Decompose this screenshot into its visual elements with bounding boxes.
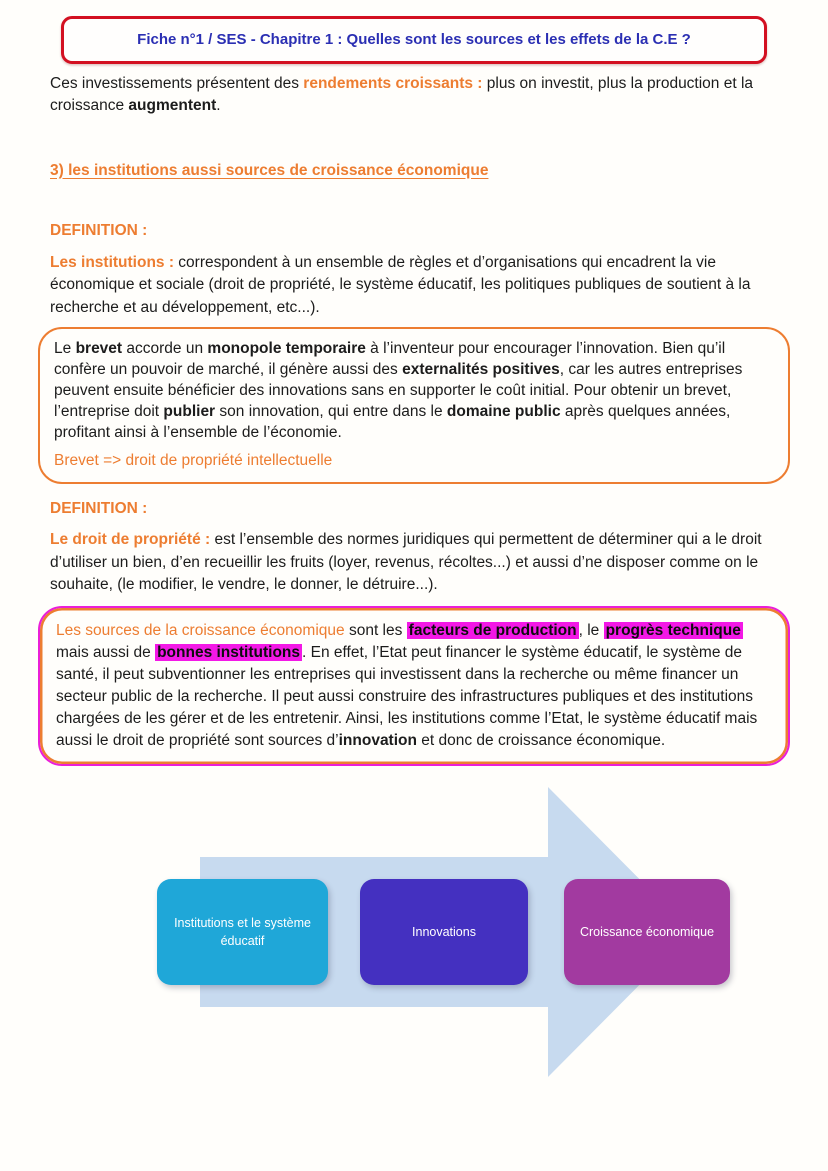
bold-term-innovation: innovation [338,732,417,750]
highlighted-facteurs-production: facteurs de production [408,622,577,640]
text-segment: après quelques années, profitant ainsi à l’ensemble de l’économie. [54,402,731,441]
text-segment: est l’ensemble des normes juridiques qui permettent de déterminer qui a le droit d’utiliser un bien, d’en recueillir les fruits (loyer, revenus, récoltes...) et aussi d’ne disposer comme on le souhaite, (le modifier, le vendre, le donner, le détruire...). [50,531,762,593]
sources-lead-text: Les sources de la croissance économique [56,622,345,640]
definition-label-1: DEFINITION : [50,222,148,240]
bold-term-externalites: externalités positives [402,360,560,378]
text-segment: . [216,97,221,115]
text-segment: Le [54,340,76,358]
text-segment: Ces investissements présentent des [50,74,304,92]
definition-term-droit-propriete: Le droit de propriété : [50,531,211,549]
diagram-step-innovations [360,879,528,985]
intro-paragraph [50,73,766,118]
flow-diagram [0,782,828,1082]
brevet-note: Brevet => droit de propriété intellectuelle [54,451,333,469]
diagram-step-label: Innovations [412,925,476,940]
brevet-paragraph [54,339,764,444]
page-title: Fiche n°1 / SES - Chapitre 1 : Quelles sont les sources et les effets de la C.E ? [137,31,691,48]
text-segment: accorde un [122,340,208,358]
diagram-step-institutions [157,879,328,985]
sources-box [38,606,790,766]
page-title-box [61,16,767,64]
text-segment: correspondent à un ensemble de règles et d’organisations qui encadrent la vie économique et sociale (droit de propriété, le système éducatif, les politiques publiques de soutient à la recherche et au développement, etc...). [50,253,751,316]
page-content [0,73,828,767]
definition-institutions-paragraph [50,252,766,319]
text-segment: sont les [344,622,407,640]
highlighted-bonnes-institutions: bonnes institutions [157,644,301,662]
definition-droit-propriete-paragraph [50,529,766,596]
bold-term-monopole: monopole temporaire [207,340,366,358]
diagram-step-label: Croissance économique [579,925,715,940]
bold-term-augmentent: augmentent [128,97,217,115]
text-segment: plus on investit, plus la production et la croissance [50,74,754,115]
text-segment: , car les autres entreprises peuvent ensuite bénéficier des innovations sans en supporter le coût initial. Pour obtenir un brevet, l’entreprise doit [54,360,743,420]
text-segment: , le [578,622,604,640]
diagram-step-croissance [564,879,730,985]
text-segment: à l’inventeur pour encourager l’innovation. Bien qu’il confère un pouvoir de marché, il génère aussi des [54,340,726,378]
text-segment: et donc de croissance économique. [416,732,666,750]
bold-term-publier: publier [163,402,216,420]
bold-term-domaine-public: domaine public [446,402,561,420]
highlighted-progres-technique: progrès technique [605,622,741,640]
section-heading-institutions: 3) les institutions aussi sources de croissance économique [50,161,489,179]
text-segment: mais aussi de [56,644,156,662]
text-segment: son innovation, qui entre dans le [215,402,447,420]
highlight-term-rendements: rendements croissants : [303,74,483,92]
brevet-box [38,327,790,484]
definition-term-institutions: Les institutions : [50,253,174,271]
text-segment: . En effet, l’Etat peut financer le système éducatif, le système de santé, il peut subventionner les entreprises qui investissent dans la recherche ou même financer un secteur public de la recherche. Il peut aussi construire des infrastructures publiques et des institutions chargées de les gérer et de les entretenir. Ainsi, les institutions comme l’Etat, le système éducatif mais aussi le droit de propriété sont sources d’ [56,644,758,750]
diagram-step-label: Institutions et le système éducatif [174,915,311,949]
definition-label-2: DEFINITION : [50,499,148,517]
bold-term-brevet: brevet [75,340,123,358]
